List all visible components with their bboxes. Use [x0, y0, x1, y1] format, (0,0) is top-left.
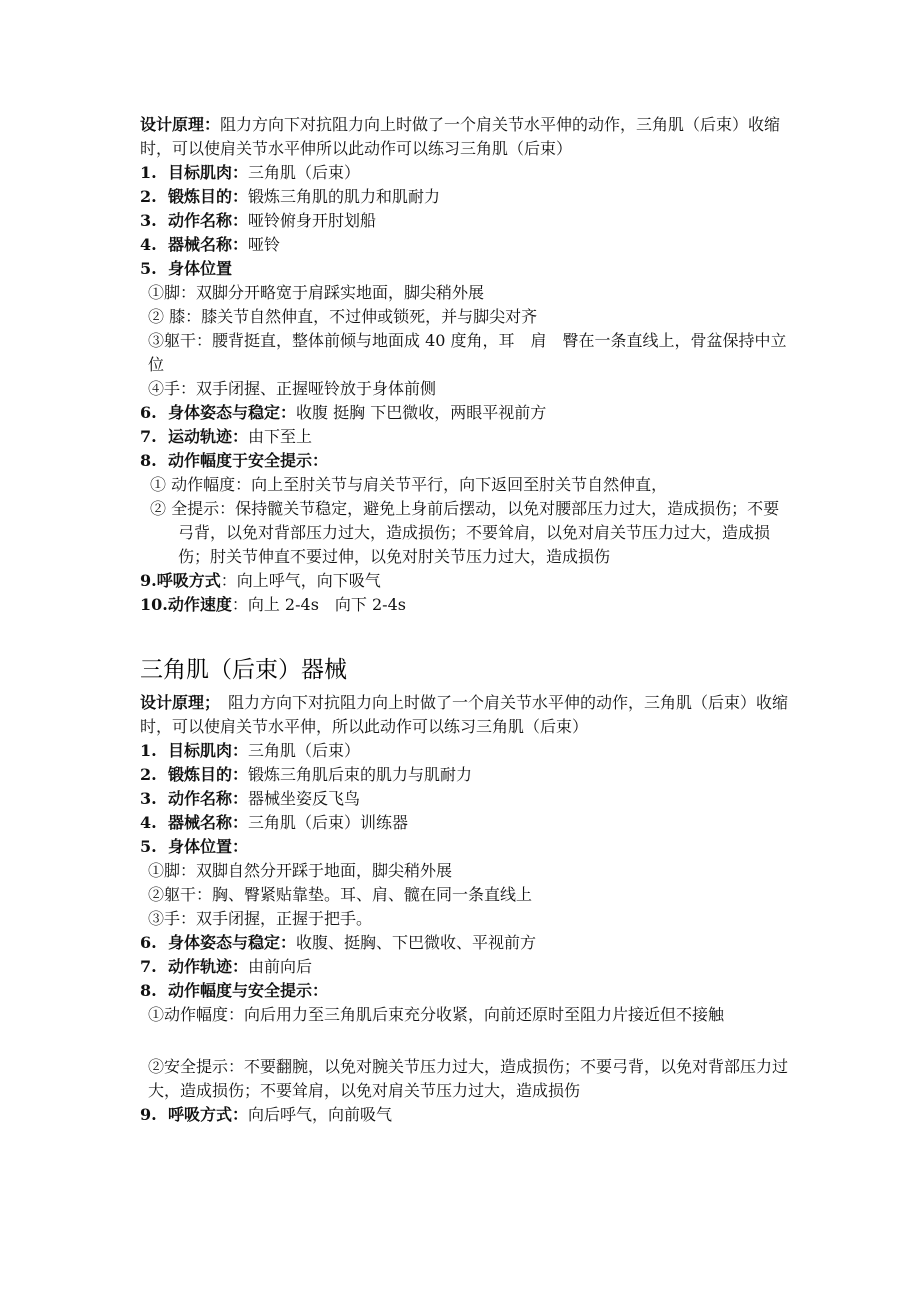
list-item: 4. 器械名称：三角肌（后束）训练器 — [140, 813, 409, 832]
list-item: 8. 动作幅度于安全提示： — [140, 451, 329, 470]
position-line: ③躯干：腰背挺直，整体前倾与地面成 40 度角，耳 肩 臀在一条直线上，骨盆保持中立位 — [148, 331, 787, 374]
list-item: 7. 动作轨迹：由前向后 — [140, 957, 313, 976]
design-principle — [140, 691, 790, 739]
position-line: ② 膝：膝关节自然伸直，不过伸或锁死，并与脚尖对齐 — [148, 307, 538, 326]
list-item: 5. 身体位置： — [140, 837, 249, 856]
list-item: 1. 目标肌肉：三角肌（后束） — [140, 741, 361, 760]
document-page — [140, 113, 790, 1127]
list-item: 2. 锻炼目的：锻炼三角肌后束的肌力与肌耐力 — [140, 765, 473, 784]
list-item: 4. 器械名称：哑铃 — [140, 235, 281, 254]
position-line: ①脚：双脚自然分开踩于地面，脚尖稍外展 — [148, 861, 453, 880]
list-item: 1. 目标肌肉：三角肌（后束） — [140, 163, 361, 182]
principle-label: 设计原理： — [140, 115, 221, 134]
list-item: 6. 身体姿态与稳定：收腹 挺胸 下巴微收，两眼平视前方 — [140, 403, 547, 422]
principle-text: 阻力方向下对抗阻力向上时做了一个肩关节水平伸的动作，三角肌（后束）收缩时，可以使肩关节水平伸所以此动作可以练习三角肌（后束） — [140, 115, 781, 158]
safety-line: ②安全提示：不要翻腕，以免对腕关节压力过大，造成损伤；不要弓背，以免对背部压力过大，造成损伤；不要耸肩，以免对肩关节压力过大，造成损伤 — [148, 1057, 789, 1100]
list-item: 5. 身体位置 — [140, 259, 233, 278]
section-heading: 三角肌（后束）器械 — [140, 657, 347, 683]
list-item: 9. 呼吸方式：向后呼气，向前吸气 — [140, 1105, 393, 1124]
list-item: 2. 锻炼目的：锻炼三角肌的肌力和肌耐力 — [140, 187, 441, 206]
position-line: ④手：双手闭握、正握哑铃放于身体前侧 — [148, 379, 437, 398]
principle-text: 阻力方向下对抗阻力向上时做了一个肩关节水平伸的动作，三角肌（后束）收缩时，可以使肩关节水平伸，所以此动作可以练习三角肌（后束） — [140, 693, 789, 736]
speed-line: 10.动作速度：向上 2-4s 向下 2-4s — [140, 595, 406, 614]
principle-label: 设计原理； — [140, 693, 213, 712]
list-item: 8. 动作幅度与安全提示： — [140, 981, 329, 1000]
design-principle — [140, 113, 790, 161]
list-item: 7. 运动轨迹：由下至上 — [140, 427, 313, 446]
list-item: 3. 动作名称：器械坐姿反飞鸟 — [140, 789, 361, 808]
list-item: 6. 身体姿态与稳定：收腹、挺胸、下巴微收、平视前方 — [140, 933, 537, 952]
spacer — [140, 1027, 790, 1055]
position-line: ③手：双手闭握，正握于把手。 — [148, 909, 373, 928]
range-line: ①动作幅度：向后用力至三角肌后束充分收紧，向前还原时至阻力片接近但不接触 — [148, 1005, 725, 1024]
list-item: 3. 动作名称：哑铃俯身开肘划船 — [140, 211, 377, 230]
position-line: ②躯干：胸、臀紧贴靠垫。耳、肩、髋在同一条直线上 — [148, 885, 533, 904]
position-line: ①脚：双脚分开略宽于肩踩实地面，脚尖稍外展 — [148, 283, 485, 302]
safety-line: ① 动作幅度：向上至肘关节与肩关节平行，向下返回至肘关节自然伸直， — [150, 475, 668, 494]
safety-line: ② 全提示：保持髋关节稳定，避免上身前后摆动，以免对腰部压力过大，造成损伤；不要弓背，以免对背部压力过大，造成损伤；不要耸肩，以免对肩关节压力过大，造成损伤；肘关节伸直不要过伸，以免对肘关节压力过大，造成损伤 — [150, 499, 780, 566]
breath-line: 9.呼吸方式：向上呼气，向下吸气 — [140, 571, 381, 590]
